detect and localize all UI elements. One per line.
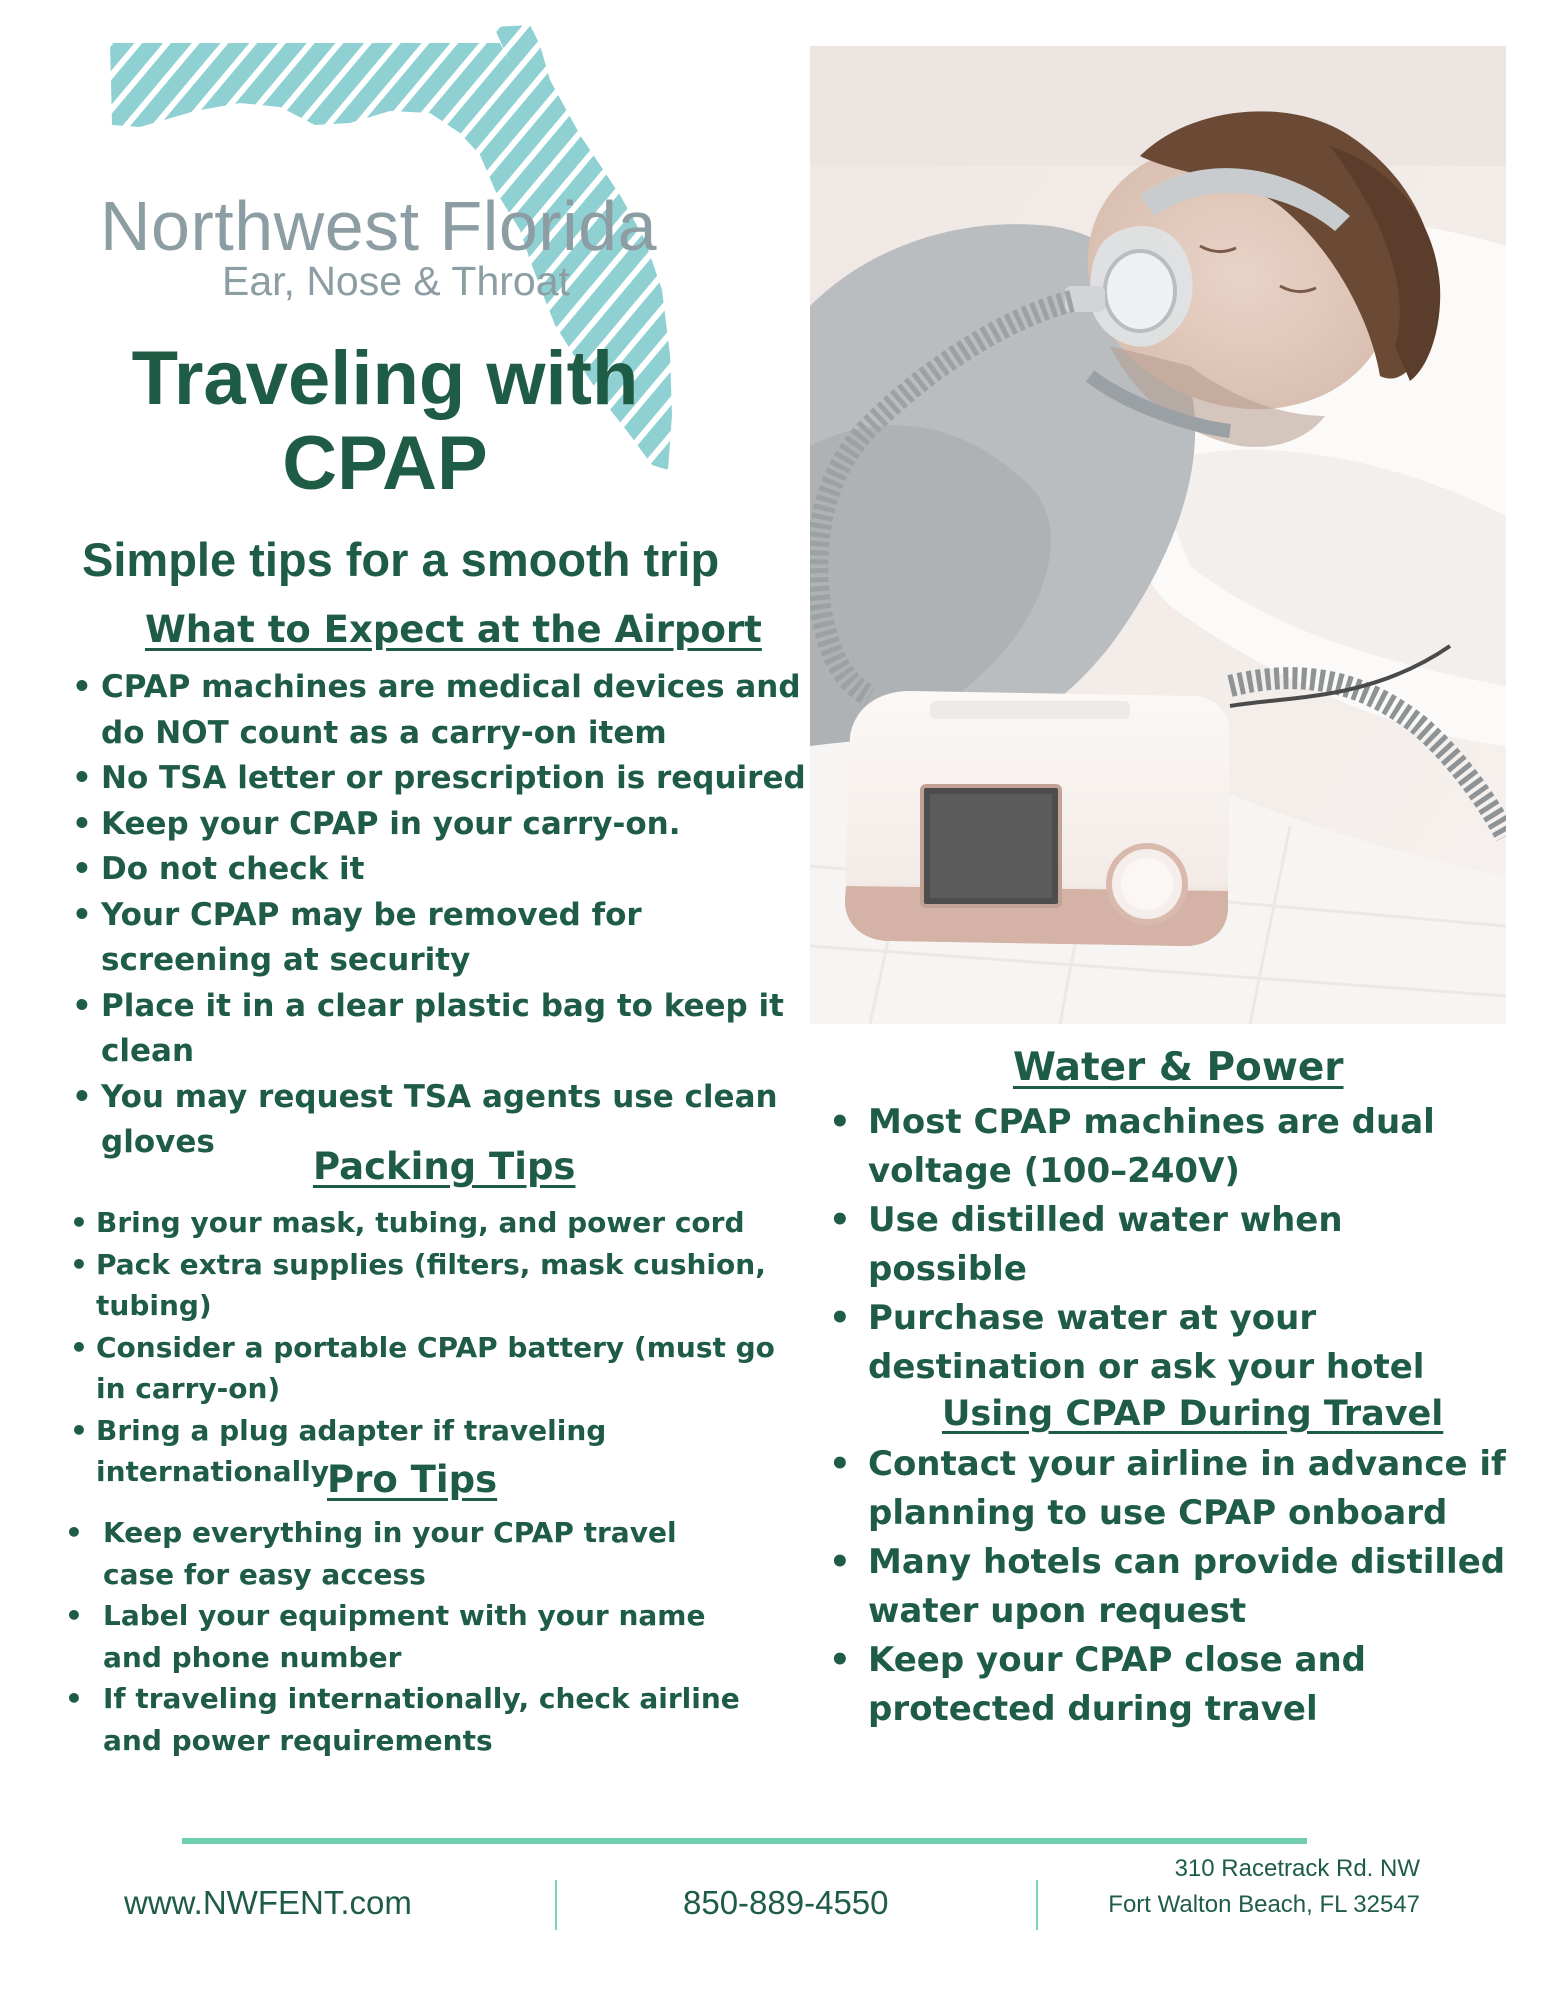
list-item: • Most CPAP machines are dual voltage (100–240V)	[826, 1098, 1506, 1196]
list-item: • Keep your CPAP in your carry-on.	[72, 802, 812, 848]
airport-heading: What to Expect at the Airport	[145, 608, 762, 651]
list-item: • CPAP machines are medical devices and do NOT count as a carry-on item	[72, 665, 812, 756]
pro-heading: Pro Tips	[327, 1458, 498, 1501]
packing-list	[70, 1202, 810, 1493]
page-title-line1: Traveling with	[131, 336, 639, 421]
list-item: • Bring your mask, tubing, and power cord	[70, 1202, 810, 1244]
list-item: • Place it in a clear plastic bag to keep it clean	[72, 984, 812, 1075]
list-item: • Keep everything in your CPAP travel case for easy access	[62, 1512, 742, 1595]
list-item: • Purchase water at your destination or ask your hotel	[826, 1294, 1506, 1392]
footer-website[interactable]: www.NWFENT.com	[124, 1884, 412, 1921]
travel-heading: Using CPAP During Travel	[942, 1394, 1444, 1434]
list-item: • Do not check it	[72, 847, 812, 893]
brand-subtitle: Ear, Nose & Throat	[222, 258, 570, 304]
list-item: • If traveling internationally, check airline and power requirements	[62, 1678, 742, 1761]
footer-rule	[182, 1838, 1307, 1844]
brand-name: Northwest Florida	[100, 187, 658, 265]
page-subtitle: Simple tips for a smooth trip	[82, 533, 720, 586]
airport-list	[72, 665, 812, 1166]
list-item: • Many hotels can provide distilled water upon request	[826, 1538, 1516, 1636]
footer-address-line1: 310 Racetrack Rd. NW	[1174, 1855, 1420, 1882]
list-item: • Pack extra supplies (filters, mask cushion, tubing)	[70, 1244, 810, 1327]
list-item: • Label your equipment with your name and phone number	[62, 1595, 742, 1678]
pro-tips-list	[62, 1512, 742, 1761]
water-power-list	[826, 1098, 1506, 1392]
list-item: • Keep your CPAP close and protected during travel	[826, 1636, 1516, 1734]
list-item: • Contact your airline in advance if planning to use CPAP onboard	[826, 1440, 1516, 1538]
list-item: • Bring a plug adapter if traveling internationally	[70, 1410, 810, 1493]
water-heading: Water & Power	[1013, 1045, 1344, 1090]
list-item: • You may request TSA agents use clean gloves	[72, 1075, 812, 1166]
page-title-line2: CPAP	[282, 421, 488, 506]
footer-divider	[555, 1880, 557, 1930]
footer-address-line2: Fort Walton Beach, FL 32547	[1108, 1891, 1420, 1918]
cpap-sleeper-photo	[810, 46, 1506, 1024]
list-item: • Your CPAP may be removed for screening at security	[72, 893, 812, 984]
list-item: • No TSA letter or prescription is required	[72, 756, 812, 802]
travel-list	[826, 1440, 1516, 1734]
list-item: • Use distilled water when possible	[826, 1196, 1506, 1294]
packing-heading: Packing Tips	[313, 1145, 576, 1188]
list-item: • Consider a portable CPAP battery (must go in carry-on)	[70, 1327, 810, 1410]
footer-phone[interactable]: 850-889-4550	[683, 1884, 889, 1921]
